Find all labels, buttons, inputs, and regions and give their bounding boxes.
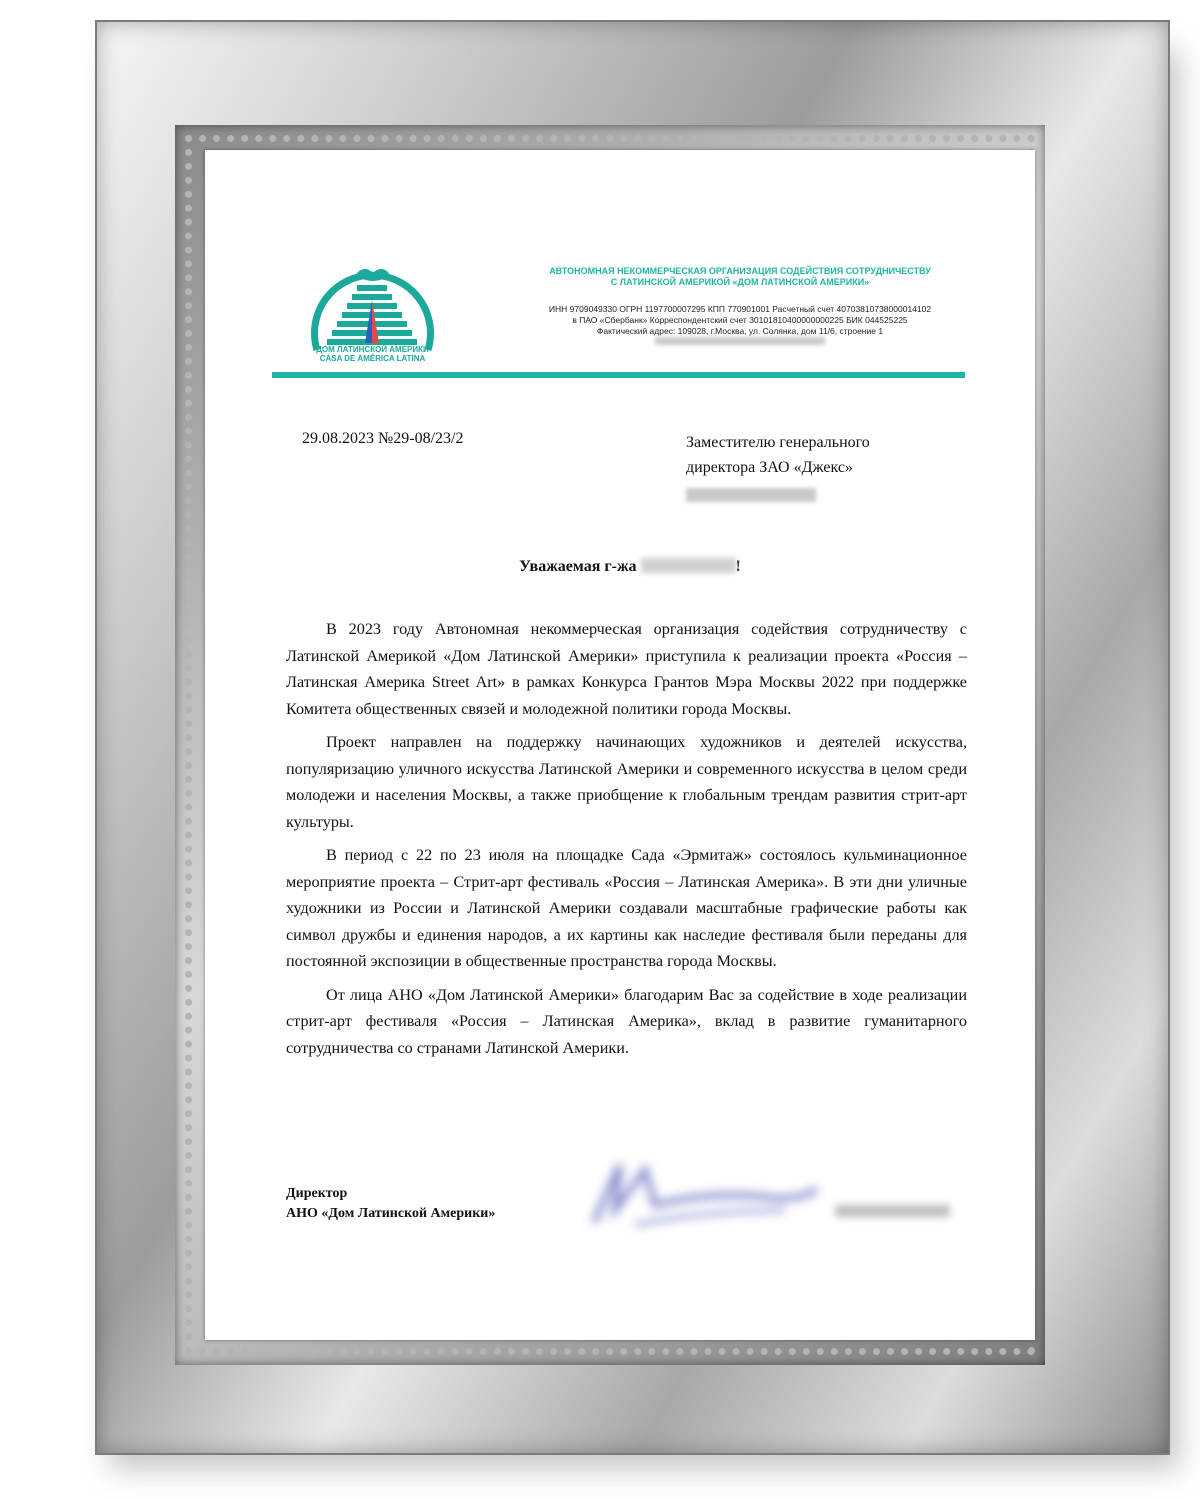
signature-image	[575, 1150, 825, 1240]
redacted-contact	[655, 337, 825, 345]
details-line2: в ПАО «Сбербанк» Корреспондентский счет 30101810400000000225 БИК 044525225	[572, 315, 908, 325]
logo-text-ru: ДОМ ЛАТИНСКОЙ АМЕРИКИ	[316, 345, 429, 354]
logo-text-es: CASA DE AMÉRICA LATINA	[319, 354, 426, 363]
signer-title: Директор	[286, 1186, 348, 1201]
body-paragraph: Проект направлен на поддержку начинающих художников и деятелей искусства, популяризацию уличного искусства Латинской Америки и современного искусства в целом среди молодежи и населения Москвы, а также приобщение к глобальным трендам развития стрит-арт культуры.	[286, 733, 967, 831]
org-details	[490, 304, 990, 348]
recipient-block	[686, 430, 986, 510]
org-title	[490, 266, 990, 288]
header-divider	[272, 372, 965, 378]
salutation-prefix: Уважаемая г-жа	[519, 558, 637, 575]
details-line3: Фактический адрес: 109028, г.Москва, ул. Солянка, дом 11/6, строение 1	[596, 326, 884, 336]
redacted-recipient-name	[686, 488, 816, 502]
salutation	[270, 558, 990, 576]
redacted-signer-name	[835, 1205, 950, 1217]
signer-organization: АНО «Дом Латинской Америки»	[286, 1206, 496, 1221]
salutation-suffix: !	[735, 558, 741, 575]
org-title-line2: С ЛАТИНСКОЙ АМЕРИКОЙ «ДОМ ЛАТИНСКОЙ АМЕРИКИ»	[610, 277, 870, 287]
recipient-line1: Заместителю генерального	[686, 434, 870, 451]
body-paragraph: От лица АНО «Дом Латинской Америки» благодарим Вас за содействие в ходе реализации стрит-арт фестиваля «Россия – Латинская Америка», вклад в развитие гуманитарного сотрудничества со странами Латинской Америки.	[286, 985, 967, 1057]
logo-caption	[300, 345, 445, 363]
body-paragraph: В 2023 году Автономная некоммерческая организация содействия сотрудничеству с Латинской Америкой «Дом Латинской Америки» приступила к реализации проекта «Россия – Латинская Америка Street Art» в рамках Конкурса Грантов Мэра Москвы 2022 при поддержке Комитета общественных связей и молодежной политики города Москвы.	[286, 620, 967, 718]
recipient-line2: директора ЗАО «Джекс»	[686, 459, 853, 476]
letter-body	[286, 616, 967, 1068]
org-title-line1: АВТОНОМНАЯ НЕКОММЕРЧЕСКАЯ ОРГАНИЗАЦИЯ СОДЕЙСТВИЯ СОТРУДНИЧЕСТВУ	[549, 266, 931, 276]
body-paragraph: В период с 22 по 23 июля на площадке Сада «Эрмитаж» состоялось кульминационное мероприятие проекта – Стрит-арт фестиваль «Россия – Латинская Америка». В эти дни уличные художники из России и Латинской Америки создавали масштабные графические работы как символ дружбы и единения народов, а их картины как наследие фестиваля были переданы для постоянной экспозиции в общественные пространства города Москвы.	[286, 846, 967, 970]
letter-date-number: 29.08.2023 №29-08/23/2	[302, 430, 464, 447]
redacted-salutation-name	[641, 558, 736, 573]
details-line1: ИНН 9709049330 ОГРН 1197700007295 КПП 770901001 Расчетный счет 40703810738000014102	[548, 304, 932, 314]
signer-block	[286, 1184, 495, 1224]
